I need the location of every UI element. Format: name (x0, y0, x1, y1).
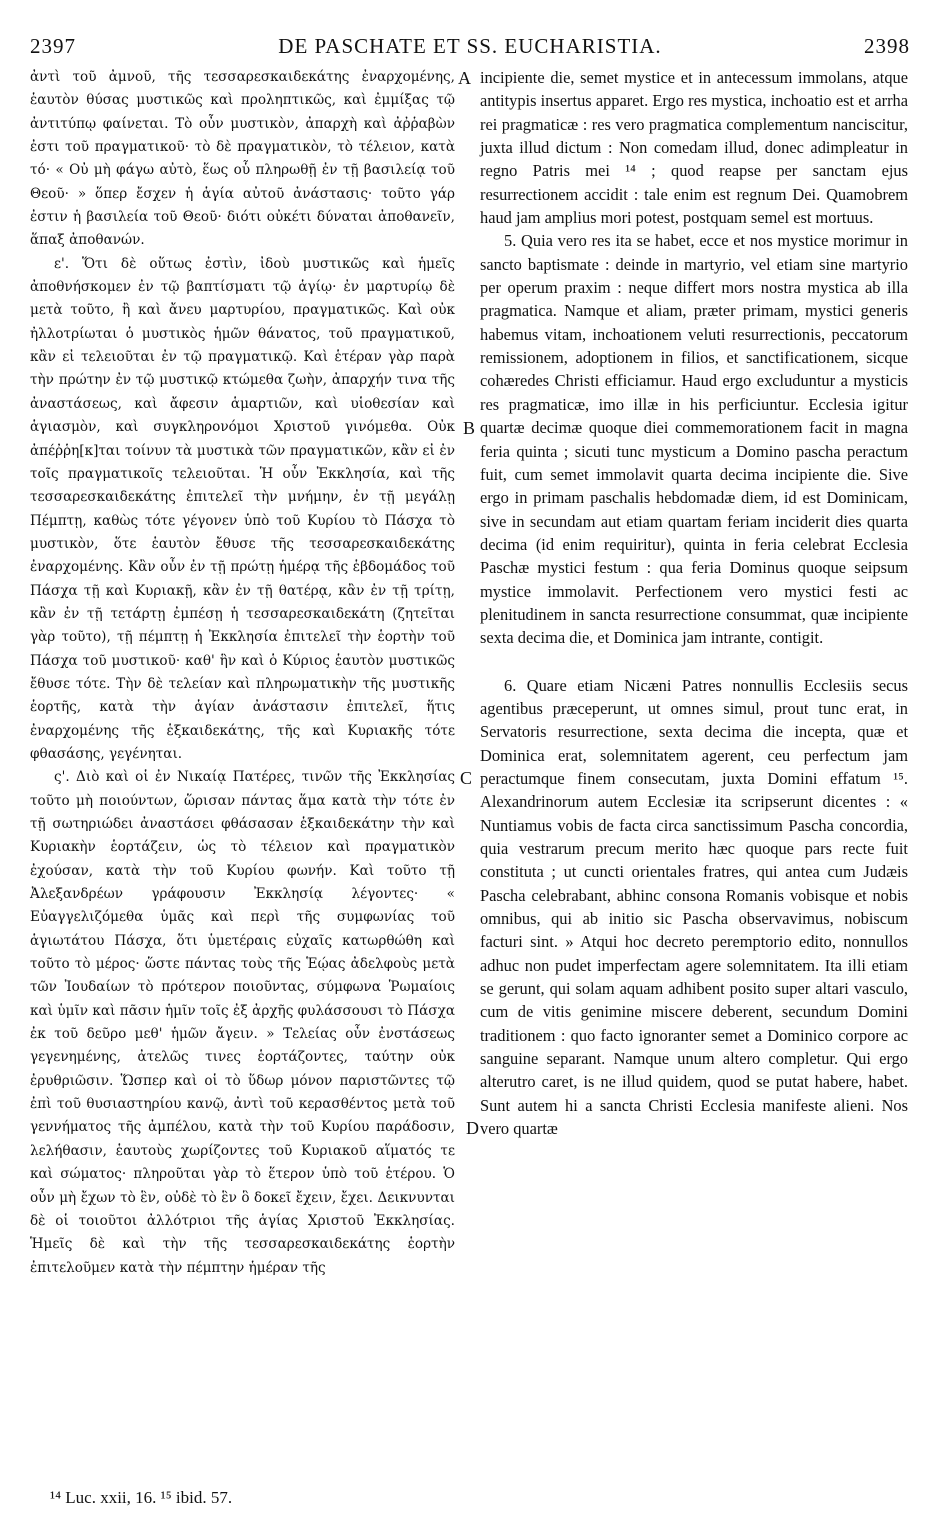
greek-column (30, 66, 455, 1280)
page-number-left: 2397 (30, 34, 76, 58)
page-header (30, 34, 910, 60)
greek-paragraph-5: ε'. Ὅτι δὲ οὕτως ἐστὶν, ἰδοὺ μυστικῶς καὶ ἡμεῖς ἀποθνήσκομεν ἐν τῷ βαπτίσματι τῷ ἁγίῳ· ἐν μαρτυρίῳ δὲ μετὰ τοῦτο, ἢ καὶ ἄνευ μαρτυρίου, πραγματικῶς. Καὶ οὐκ ἠλλοτρίωται ὁ μυστικὸς ἡμῶν θάνατος, τοῦ πραγματικοῦ, κἂν εἰ τελειοῦται ἐν τῷ πραγματικῷ. Καὶ ἑτέραν γὰρ παρὰ τὴν πρώτην ἐν τῷ μυστικῷ κτώμεθα ζωὴν, ἀπαρχήν τινα τῆς ἀναστάσεως, καὶ ἄφεσιν ἁμαρτιῶν, καὶ υἱοθεσίαν καὶ ἁγιασμὸν, καὶ συγκληρονόμοι Χριστοῦ γινόμεθα. Οὐκ ἀπέῤῥη[κ]ται τοίνυν τὰ μυστικὰ τῶν πραγματικῶν, κἂν εἰ ἐν τοῖς πραγματικοῖς τελειοῦται. Ἡ οὖν Ἐκκλησία, καὶ τῆς τεσσαρεσκαιδεκάτης ἐπιτελεῖ τὴν μνήμην, ἐν τῇ μεγάλῃ Πέμπτῃ, καθὼς τότε γέγονεν ὑπὸ τοῦ Κυρίου τὸ Πάσχα τὸ μυστικὸν, ὅτε ἑαυτὸν ἔθυσε τῆς τεσσαρεσκαιδεκάτης ἐναρχομένης. Κἂν οὖν ἐν τῇ πρώτῃ ἡμέρᾳ τῆς ἑβδομάδος τοῦ Πάσχα τῇ καὶ Κυριακῇ, κἂν ἐν τῇ θατέρᾳ, κἂν ἐν τῇ τρίτῃ, κἂν ἐν τῇ τετάρτῃ ἐμπέσῃ ἡ τεσσαρεσκαιδεκάτη (ζητεῖται γὰρ τοῦτο), τῇ πέμπτῃ ἡ Ἐκκλησία ἐπιτελεῖ τὴν ἑορτὴν τοῦ Πάσχα τοῦ μυστικοῦ· καθ' ἣν καὶ ὁ Κύριος ἑαυτὸν μυστικῶς ἔθυσε τότε. Τὴν δὲ τελείαν καὶ πληρωματικὴν τῆς μυστικῆς ἑορτῆς, κατὰ τὴν ἁγίαν ἀνάστασιν ἐπιτελεῖ, ἥτις ἐναρχομένης τῆς ἑξκαιδεκάτης, τῆς καὶ Κυριακῆς τότε φθασάσης, γεγένηται. (30, 255, 455, 762)
running-title: DE PASCHATE ET SS. EUCHARISTIA. (278, 34, 662, 58)
latin-column (480, 66, 908, 1140)
page-number-right: 2398 (864, 34, 910, 58)
section-marker-d: D (466, 1118, 479, 1138)
section-marker-b: B (463, 418, 476, 438)
latin-paragraph-6: 6. Quare etiam Nicæni Patres nonnullis Ecclesiis secus agentibus præceperunt, ut omnes simul, prout tunc erat, in Servatoris resurrectione, sexta decima die incepta, quæ et Dominica erat, solemnitatem agerent, ceu perfectum jam peractumque finem consecutam, juxta Domini effatum ¹⁵. Alexandrinorum autem Ecclesiæ ita scripserunt dicentes : « Nuntiamus vobis de facta circa sanctissimum Pascha concordia, quia vestrarum precum merito hæc quoque pars recte fuit constituta ; ut cuncti orientales fratres, qui antea cum Judæis Pascha celebrabant, abhinc consona Romanis vobisque et nobis omnibus, qui ab initio sic Pascha observavimus, nobiscum facturi sint. » Atqui hoc decreto peremptorio edito, nonnullos adhuc non pudet imperfectam agere solemnitatem. Ita illi etiam se gerunt, qui solam aquam adhibent posito super altari vasculo, cum de vitis genimine miscere deberent, secundum Domini traditionem : quo facto ignoranter semet a Dominico corpore ac sanguine separant. Namque unum altero completur. Qui ergo alterutro caret, is ne illud quidem, quod se putat habere, habet. Sunt autem hi a sancta Christi Ecclesia manifeste alieni. Nos vero quartæ (480, 675, 908, 1139)
footnotes: ¹⁴ Luc. xxii, 16. ¹⁵ ibid. 57. (50, 1488, 233, 1507)
section-marker-a: A (458, 68, 471, 88)
section-marker-c: C (460, 768, 473, 788)
latin-paragraph-1: incipiente die, semet mystice et in antecessum immolans, atque antitypis insertus apparet. Ergo res mystica, inchoatio est et arrha rei pragmaticæ : res vero pragmatica complementum nanciscitur, juxta illud dictum : Non comedam illud, donec adimpleatur in regno Patris mei ¹⁴ ; quod reapse per sanctam ejus resurrectionem accidit : tale enim est regnum Dei. Quamobrem haud jam amplius mori potest, postquam semel est mortuus. (480, 68, 908, 228)
greek-paragraph-6: ς'. Διὸ καὶ οἱ ἐν Νικαίᾳ Πατέρες, τινῶν τῆς Ἐκκλησίας τοῦτο μὴ ποιούντων, ὥρισαν πάντας ἅμα κατὰ τὴν τότε ἐν τῇ σωτηριώδει ἀναστάσει φθάσασαν ἑξκαιδεκάτην τὴν καὶ Κυριακὴν ἑορτάζειν, ὡς τὸ τέλειον καὶ πραγματικὸν ἐχούσαν, κατὰ τὴν τοῦ Κυρίου φωνήν. Καὶ τοῦτο τῇ Ἀλεξανδρέων γράφουσιν Ἐκκλησίᾳ λέγοντες· « Εὐαγγελιζόμεθα ὑμᾶς καὶ περὶ τῆς συμφωνίας τοῦ ἁγιωτάτου Πάσχα, ὅτι ὑμετέραις εὐχαῖς κατωρθώθη καὶ τοῦτο τὸ μέρος· ὥστε πάντας τοὺς τῆς Ἑῴας ἀδελφοὺς μετὰ τῶν Ἰουδαίων τὸ πρότερον ποιοῦντας, σύμφωνα Ῥωμαίοις καὶ ὑμῖν καὶ πᾶσιν ἡμῖν τοῖς ἐξ ἀρχῆς φυλάσσουσι τὸ Πάσχα ἐκ τοῦ δεῦρο μεθ' ἡμῶν ἄγειν. » Τελείας οὖν ἐνστάσεως γεγενημένης, ἀτελῶς τινες ἑορτάζοντες, ταύτην οὐκ ἐρυθριῶσιν. Ὥσπερ καὶ οἱ τὸ ὕδωρ μόνον παριστῶντες τῷ ἐπὶ τοῦ θυσιαστηρίου κανῷ, ἀντὶ τοῦ κερασθέντος μετὰ τοῦ γεννήματος τῆς ἀμπέλου, κατὰ τὴν τοῦ Κυρίου παράδοσιν, λελήθασιν, ἑαυτοὺς χωρίζοντες τοῦ Κυριακοῦ αἵματός τε καὶ σώματος· πληροῦται γὰρ τὸ ἕτερον ὑπὸ τοῦ ἑτέρου. Ὁ οὖν μὴ ἔχων τὸ ἓν, οὐδὲ τὸ ἓν ὃ δοκεῖ ἔχειν, ἔχει. Δεικνυνται δὲ οἱ τοιοῦτοι ἀλλότριοι τῆς ἁγίας Χριστοῦ Ἐκκλησίας. Ἡμεῖς δὲ καὶ τὴν τῆς τεσσαρεσκαιδεκάτης ἑορτὴν ἐπιτελοῦμεν κατὰ τὴν πέμπτην ἡμέραν τῆς (30, 769, 455, 1276)
latin-paragraph-5: 5. Quia vero res ita se habet, ecce et nos mystice morimur in sancto baptismate : deinde in martyrio, vel etiam sine martyrio per operum praxim : neque differt mors nostra mystica ab illa pragmatica. Namque et aliam, præter primam, mystici generis habemus vitam, inchoationem veluti resurrectionis, peccatorum remissionem, adoptionem in filios, et sanctificationem, sicque cohæredes Christi efficiamur. Haud ergo excluduntur a mysticis res pragmaticæ, imo illæ in his perficiuntur. Ecclesia igitur quartæ decimæ quoque diei commemorationem facit in magna feria quinta ; sicuti tunc mysticum a Domino pascha peractum fuit, cum semet immolavit quarta decima incipiente die. Sive ergo in primam paschalis hebdomadæ diem, id est Dominicam, sive in secundam aut etiam quartam feriam inciderit dies quarta decima (id enim requiritur), quinta in feria celebrat Ecclesia Paschæ mystici festum : qua feria Dominus quoque seipsum mystice immolavit. Perfectionem vero mystici festi ac plenitudinem in sancta resurrectione consummat, quæ incipiente sexta decima die, et Dominica jam intrante, contigit. (480, 231, 908, 648)
greek-paragraph-1: ἀντὶ τοῦ ἀμνοῦ, τῆς τεσσαρεσκαιδεκάτης ἐναρχομένης, ἑαυτὸν θύσας μυστικῶς καὶ προληπτικῶς, καὶ ἐμμίξας τῷ ἀντιτύπῳ φαίνεται. Τὸ οὖν μυστικὸν, ἀπαρχὴ καὶ ἀῤῥαβὼν ἐστι τοῦ πραγματικοῦ· τὸ δὲ πραγματικὸν, τὸ τέλειον, κατὰ τό· « Οὐ μὴ φάγω αὐτὸ, ἕως οὗ πληρωθῇ ἐν τῇ βασιλείᾳ τοῦ Θεοῦ· » ὅπερ ἔσχεν ἡ ἁγία αὐτοῦ ἀνάστασις· τοῦτο γάρ ἐστιν ἡ βασιλεία τοῦ Θεοῦ· διότι οὐκέτι δύναται ἀποθανεῖν, ἅπαξ ἀποθανών. (30, 69, 455, 249)
